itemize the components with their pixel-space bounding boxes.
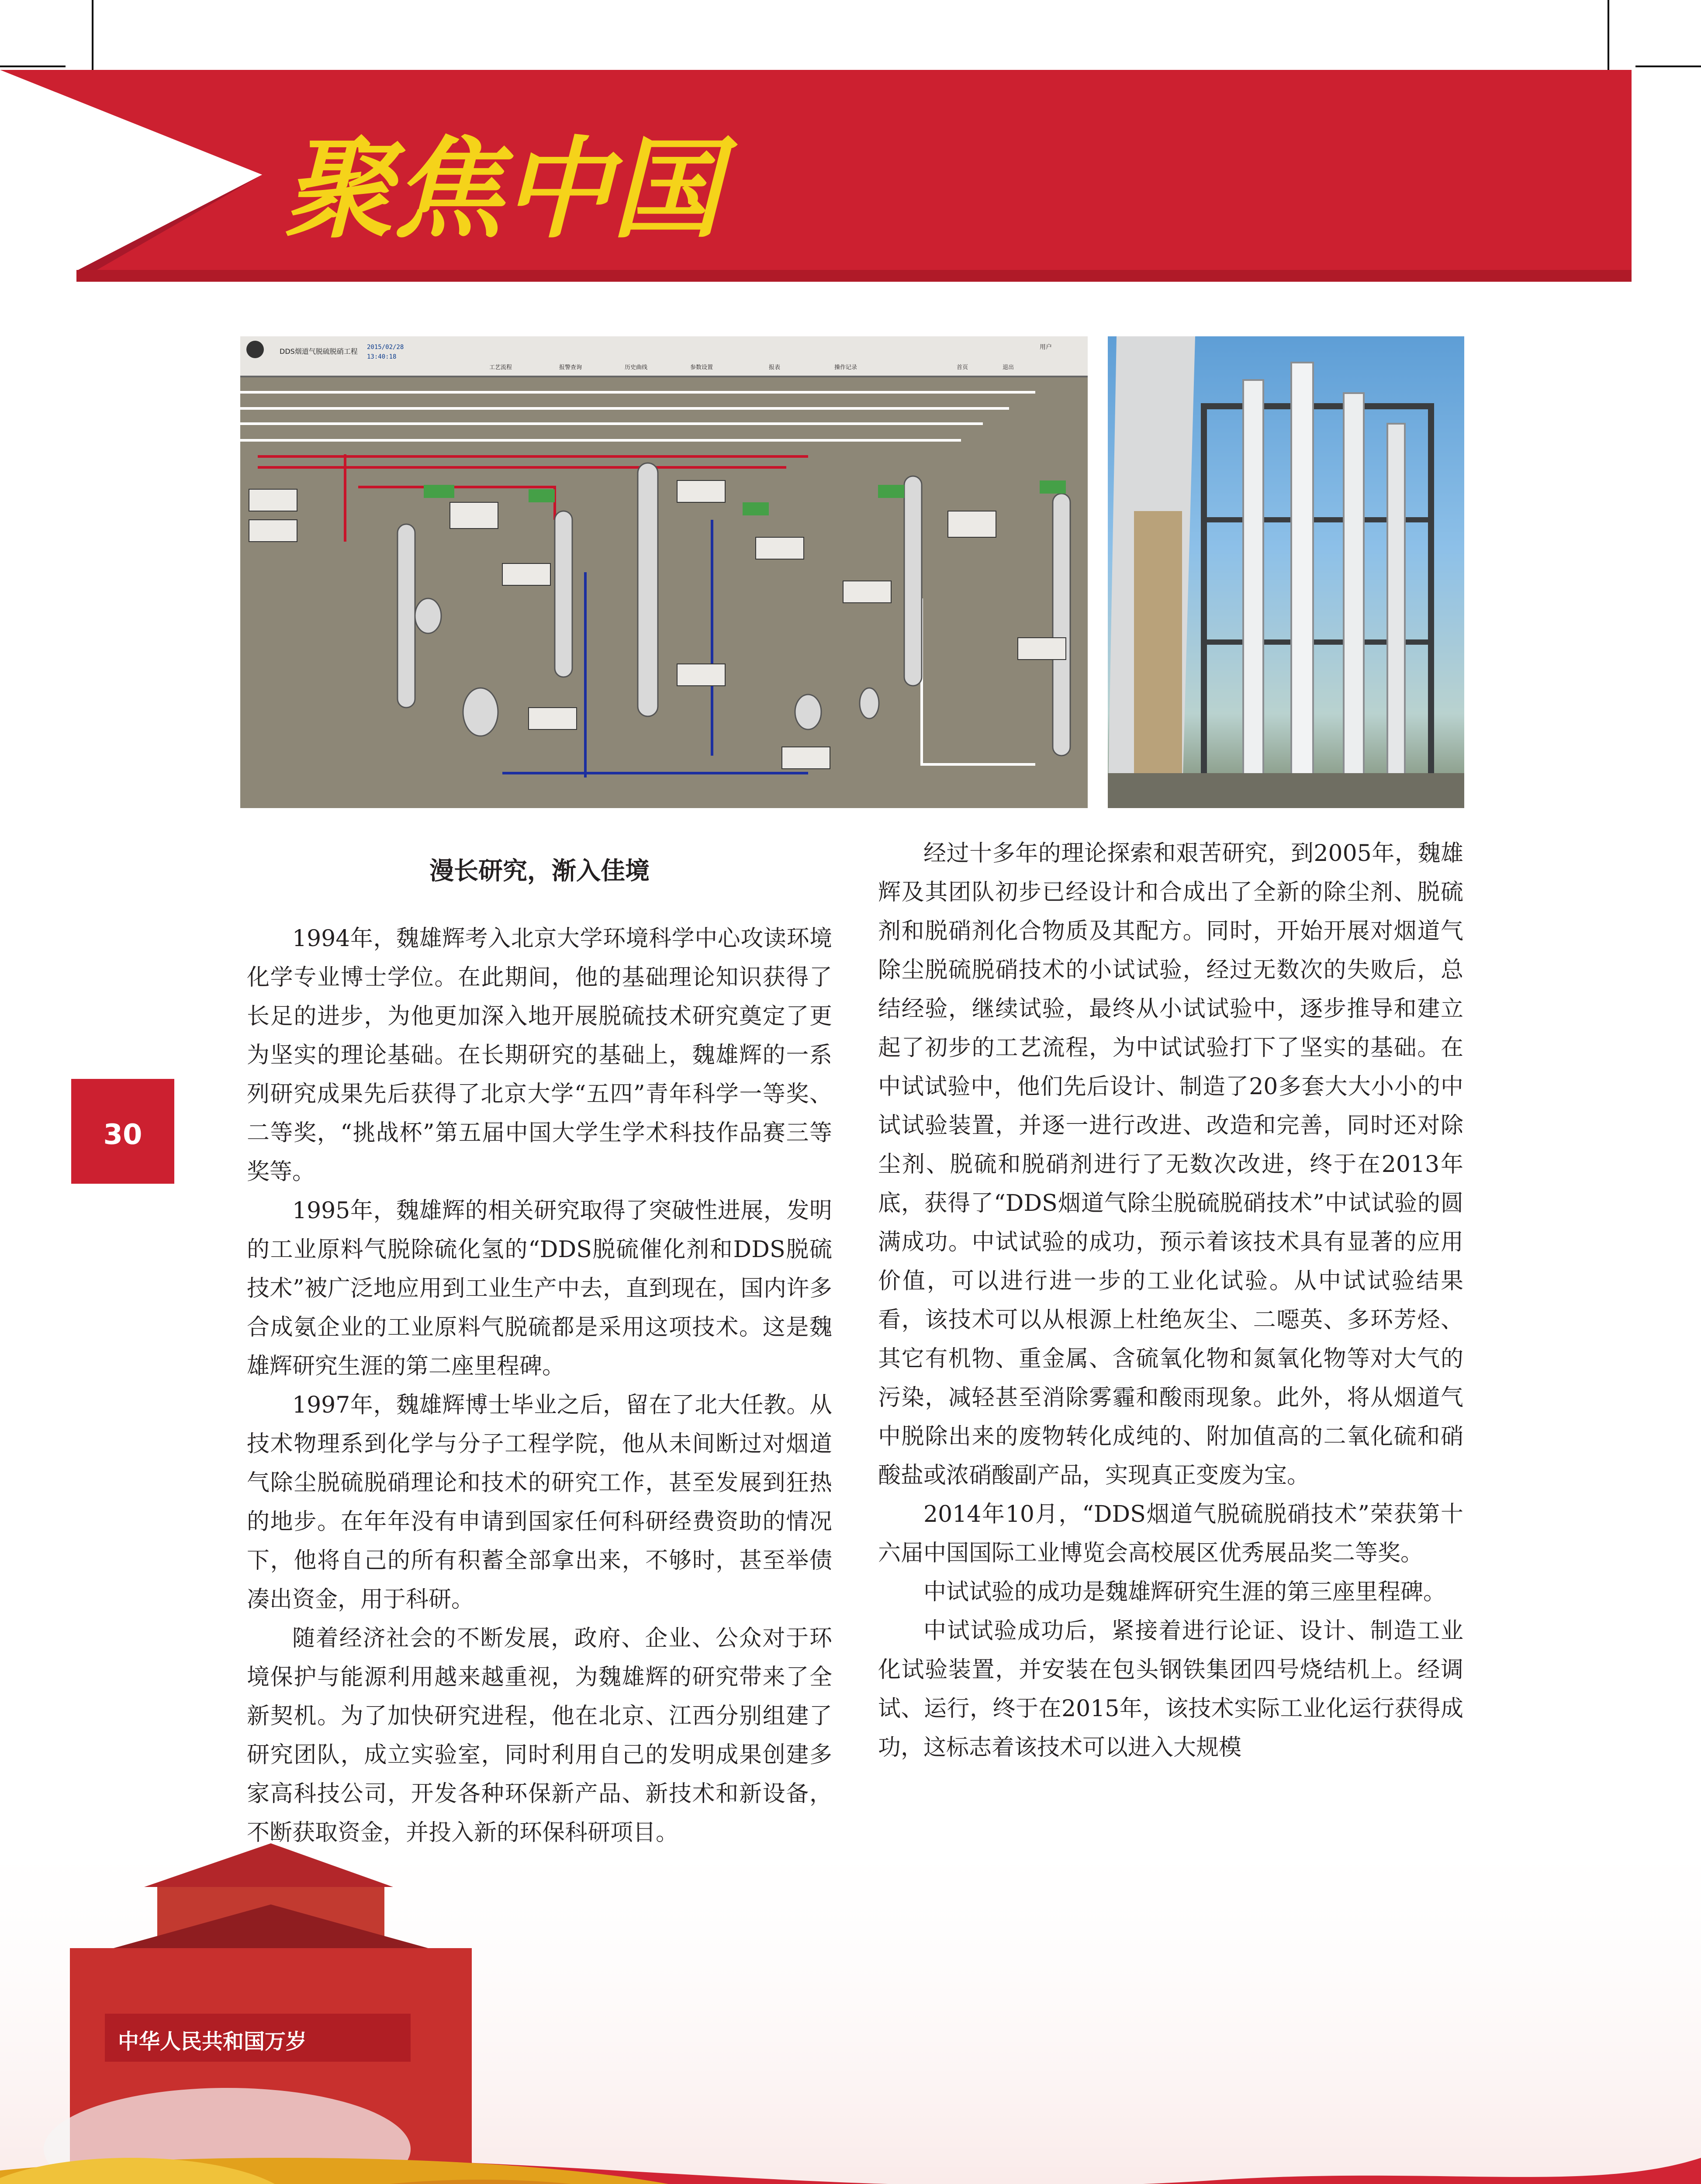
scada-user-label: 用户 xyxy=(1040,344,1052,351)
scada-tab-report: 报表 xyxy=(769,364,781,371)
article-column-left xyxy=(247,850,832,1852)
page-number: 30 xyxy=(103,1119,142,1151)
header-banner xyxy=(0,0,1701,306)
paragraph: 中试试验的成功是魏雄辉研究生涯的第三座里程碑。 xyxy=(923,1579,1446,1605)
section-heading: 漫长研究，渐入佳境 xyxy=(429,857,650,885)
scada-tab-exit: 退出 xyxy=(1003,364,1014,371)
scada-datetime: 2015/02/28 13:40:18 xyxy=(367,344,404,360)
scada-tab-history: 历史曲线 xyxy=(625,364,648,371)
paragraph: 1995年，魏雄辉的相关研究取得了突破性进展，发明的工业原料气脱除硫化氢的“DDS脱硫催化剂和DDS脱硫技术”被广泛地应用到工业生产中去，直到现在，国内许多合成氨企业的工业原料气脱硫都是采用这项技术。这是魏雄辉研究生涯的第二座里程碑。 xyxy=(247,1198,832,1379)
paragraph: 1994年，魏雄辉考入北京大学环境科学中心攻读环境化学专业博士学位。在此期间，他的基础理论知识获得了长足的进步，为他更加深入地开展脱硫技术研究奠定了更为坚实的理论基础。在长期研究的基础上，魏雄辉的一系列研究成果先后获得了北京大学“五四”青年科学一等奖、二等奖，“挑战杯”第五届中国大学生学术科技作品赛三等奖等。 xyxy=(247,926,832,1185)
scada-process-diagram xyxy=(240,336,1088,808)
paragraph: 中试试验成功后，紧接着进行论证、设计、制造工业化试验装置，并安装在包头钢铁集团四号烧结机上。经调试、运行，终于在2015年，该技术实际工业化运行获得成功，这标志着该技术可以进入大规模 xyxy=(878,1618,1463,1761)
scada-panel-title: DDS烟道气脱硫脱硝工程 xyxy=(280,347,358,356)
article-column-right xyxy=(878,834,1463,1767)
scada-tab-alarm: 报警查询 xyxy=(559,364,582,371)
scada-tab-process: 工艺流程 xyxy=(489,364,512,371)
scada-tab-log: 操作记录 xyxy=(834,364,857,371)
paragraph: 随着经济社会的不断发展，政府、企业、公众对于环境保护与能源利用越来越重视，为魏雄辉的研究带来了全新契机。为了加快研究进程，他在北京、江西分别组建了研究团队，成立实验室，同时利用自己的发明成果创建多家高科技公司，开发各种环保新产品、新技术和新设备， xyxy=(247,1625,832,1807)
industrial-tower-photo xyxy=(1108,336,1464,808)
footer-banner-text: 中华人民共和国万岁 xyxy=(118,2029,307,2054)
header-title: 聚焦中国 xyxy=(284,124,721,253)
scada-screenshot-figure xyxy=(240,336,1088,808)
paragraph: 经过十多年的理论探索和艰苦研究，到2005年，魏雄辉及其团队初步已经设计和合成出了全新的除尘剂、脱硫剂和脱硝剂化合物质及其配方。同时，开始开展对烟道气除尘脱硫脱硝技术的小试试验，经过无数次的失败后，总结经验，继续试验，最终从小试试验中，逐步推导和建立起了初步的工艺流程，为中试试验打下了坚实的基础。在中试试验中，他们先后设计、制造了20多套大大小小的中试试验装置，并逐一进行改进、改造和完善，同时还对除尘剂、脱硫和脱硝剂进行了无数次改进，终于在2013年底，获得了“DDS烟道气除尘脱硫脱硝技术”中试试验的圆满成功。中试试验的成功，预示着该技术具有显著的应用价值，可以进行进一步的工业化试验。从中试试验结果看，该技术可以从根源上杜绝灰尘、二噁英、多环芳烃、其它有机物、重金属、含硫氧化物和氮氧化物等对大气的污染，减轻甚至消除雾霾和酸雨现象。此外，将从烟道气中脱除出来的废物转化成纯的、附加值高的二氧化硫和硝酸盐或浓硝酸副产品，实现真正变废为宝。 xyxy=(878,840,1463,1489)
scada-tab-home: 首页 xyxy=(957,364,968,371)
paragraph: 1997年，魏雄辉博士毕业之后，留在了北大任教。从技术物理系到化学与分子工程学院，他从未间断过对烟道气除尘脱硫脱硝理论和技术的研究工作，甚至发展到狂热的地步。在年年没有申请到国家任何科研经费资助的情况下，他将自己的所有积蓄全部拿出来，不够时，甚至举债凑出资金，用于科研。 xyxy=(247,1392,832,1613)
paragraph: 2014年10月，“DDS烟道气脱硫脱硝技术”荣获第十六届中国国际工业博览会高校展区优秀展品奖二等奖。 xyxy=(878,1501,1463,1566)
scada-tab-params: 参数设置 xyxy=(690,364,713,371)
tiananmen-gate-flowers-icon xyxy=(0,1817,1701,2184)
